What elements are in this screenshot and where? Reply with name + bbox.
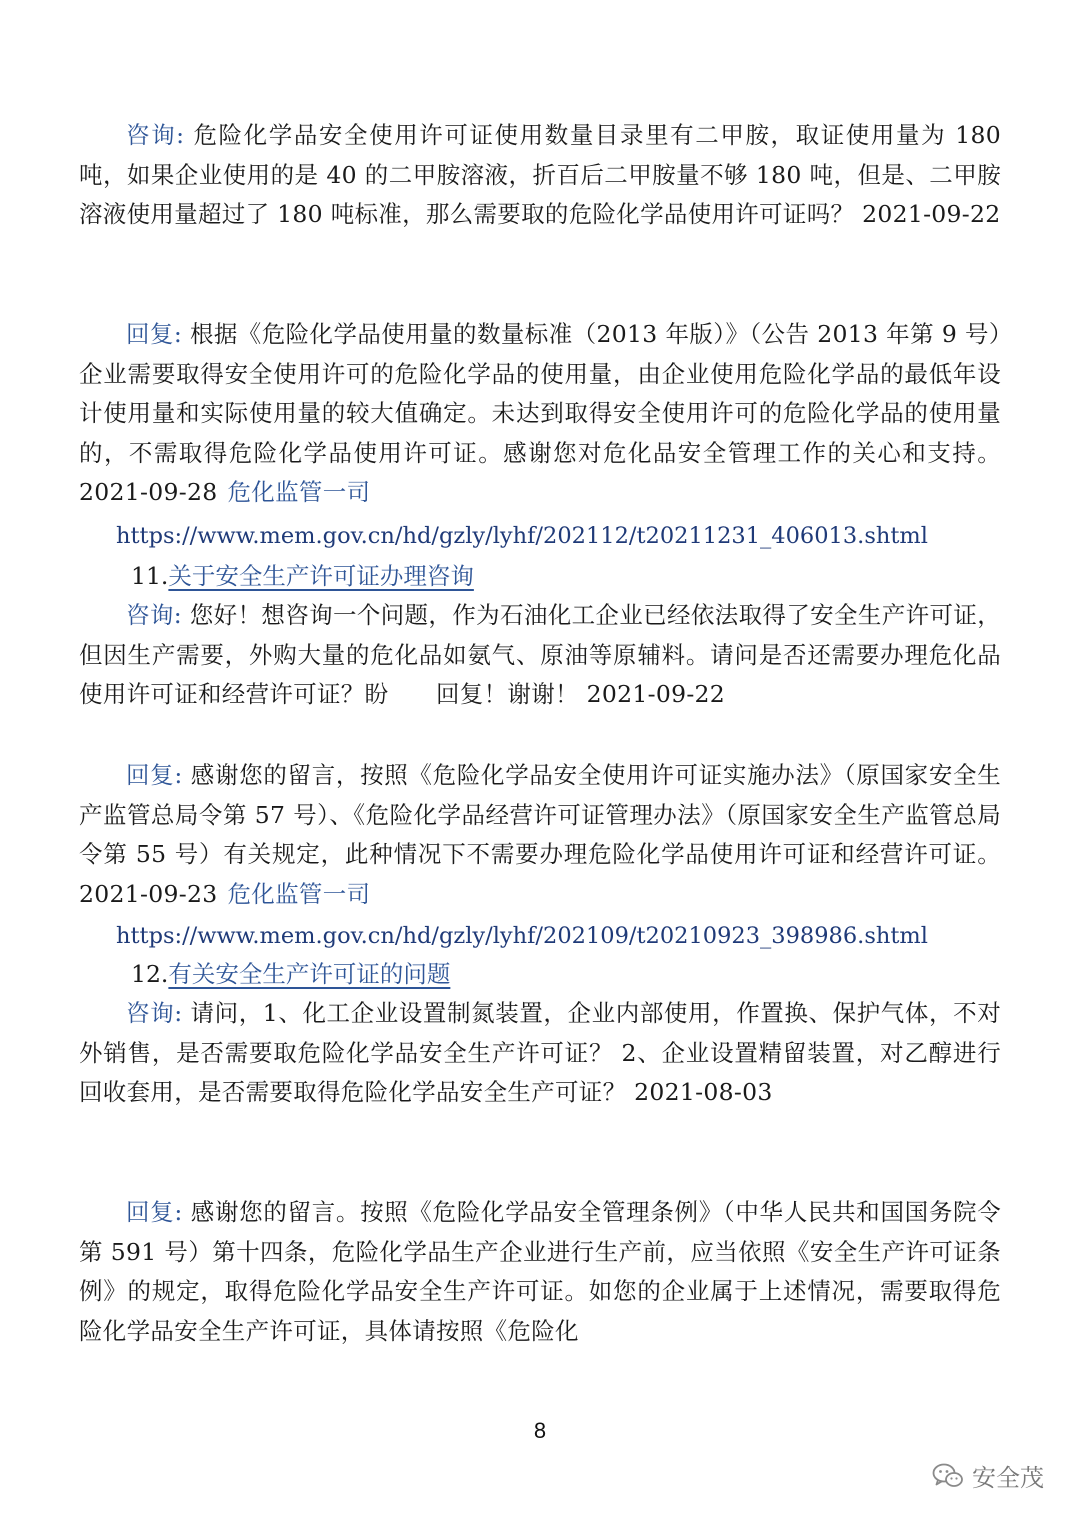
reply-12 [79, 1193, 1001, 1351]
inquiry-text: 您好！想咨询一个问题，作为石油化工企业已经依法取得了安全生产许可证，但因生产需要，外购大量的危化品如氨气、原油等原辅料。请问是否还需要办理危化品使用许可证和经营许可证？盼 回复！谢谢！ 2021-09-22 [79, 601, 1002, 708]
reply-source: 危化监管一司 [227, 879, 371, 908]
reply-text: 感谢您的留言。按照《危险化学品安全管理条例》（中华人民共和国国务院令第 591 号）第十四条，危险化学品生产企业进行生产前，应当依照《安全生产许可证条例》的规定，取得危险化学品安全生产许可证。如您的企业属于上述情况，需要取得危险化学品安全生产许可证，具体请按照《危险化 [79, 1198, 1001, 1345]
watermark-text: 安全茂 [972, 1464, 1044, 1492]
inquiry-text: 请问，1、化工企业设置制氮装置，企业内部使用，作置换、保护气体，不对外销售，是否需要取危险化学品安全生产许可证？ 2、企业设置精留装置，对乙醇进行回收套用，是否需要取得危险化学品安全生产可证？ 2021-08-03 [79, 999, 1001, 1106]
page-number: 8 [533, 1418, 547, 1443]
reply-text: 根据《危险化学品使用量的数量标准（2013 年版）》（公告 2013 年第 9 号）企业需要取得安全使用许可的危险化学品的使用量，由企业使用危险化学品的最低年设计使用量和实际使用量的较大值确定。未达到取得安全使用许可的危险化学品的使用量的，不需取得危险化学品使用许可证。感谢您对危化品安全管理工作的关心和支持。 2021-09-28 [79, 320, 1001, 506]
inquiry-text: 危险化学品安全使用许可证使用数量目录里有二甲胺，取证使用量为 180 吨，如果企业使用的是 40 的二甲胺溶液，折百后二甲胺量不够 180 吨，但是、二甲胺溶液使用量超过了 180 吨标准，那么需要取的危险化学品使用许可证吗？ 2021-09-22 [79, 121, 1001, 228]
reply-label: 回复: [126, 761, 183, 789]
reply-11 [79, 756, 1001, 914]
reply-10 [79, 315, 1001, 513]
reply-source: 危化监管一司 [227, 478, 371, 506]
reply-label: 回复: [126, 1198, 183, 1226]
reply-text: 感谢您的留言，按照《危险化学品安全使用许可证实施办法》（原国家安全生产监管总局令第 57 号）、《危险化学品经营许可证管理办法》（原国家安全生产监管总局令第 55 号）有关规定，此种情况下不需要办理危险化学品使用许可证和经营许可证。 2021-09-23 [79, 761, 1001, 908]
section-title-link[interactable]: 关于安全生产许可证办理咨询 [168, 562, 474, 590]
watermark [932, 1458, 1044, 1493]
section-title-link[interactable]: 有关安全生产许可证的问题 [168, 960, 451, 988]
reply-url-11[interactable]: https://www.mem.gov.cn/hd/gzly/lyhf/202109/t20210923_398986.shtml [116, 923, 928, 949]
inquiry-label: 咨询: [126, 999, 183, 1027]
section-heading-11 [131, 559, 488, 593]
section-number: 11. [131, 562, 169, 590]
wechat-icon [932, 1462, 964, 1490]
section-heading-12 [131, 957, 464, 991]
section-number: 12. [131, 960, 169, 988]
inquiry-11 [79, 596, 1001, 715]
inquiry-10 [79, 116, 1001, 235]
inquiry-label: 咨询: [126, 121, 185, 149]
reply-label: 回复: [126, 320, 183, 348]
reply-url-10[interactable]: https://www.mem.gov.cn/hd/gzly/lyhf/202112/t20211231_406013.shtml [116, 523, 928, 549]
inquiry-label: 咨询: [126, 601, 182, 629]
inquiry-12 [79, 994, 1001, 1113]
